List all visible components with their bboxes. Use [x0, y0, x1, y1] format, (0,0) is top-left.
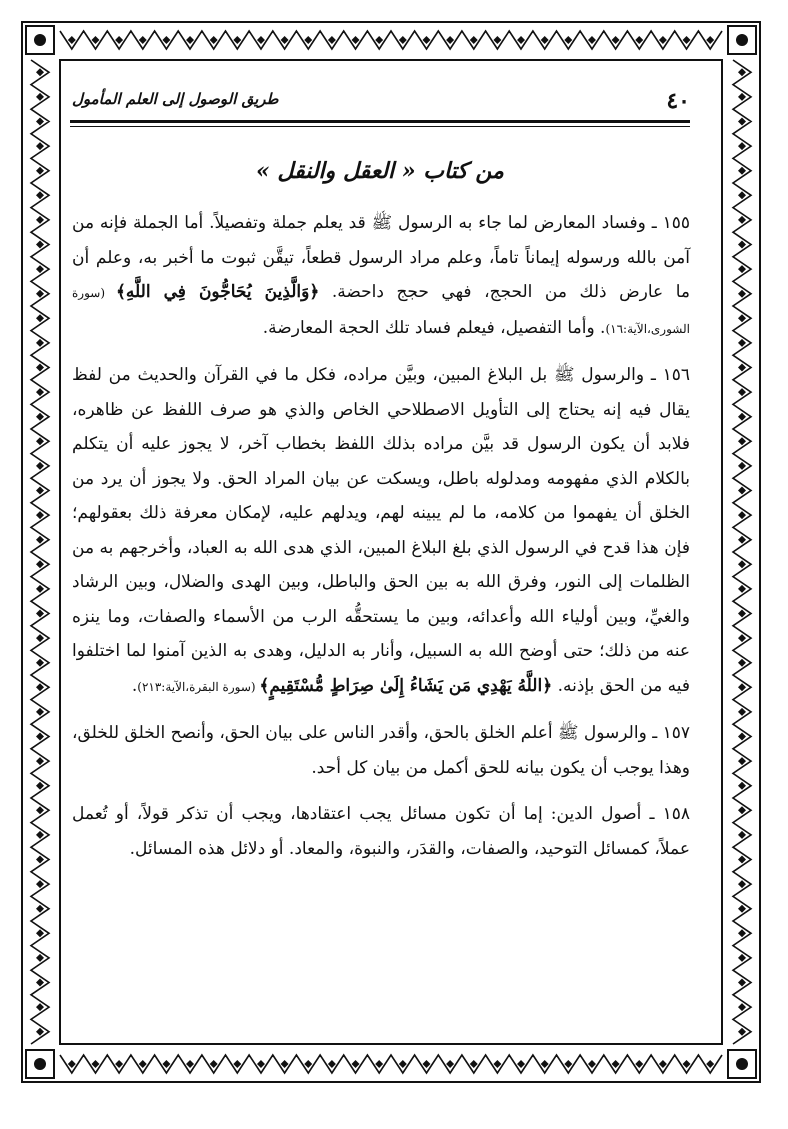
border-diamond	[738, 216, 746, 224]
border-diamond	[738, 1003, 746, 1011]
border-diamond	[375, 36, 383, 44]
border-diamond	[139, 36, 147, 44]
border-diamond	[738, 831, 746, 839]
border-zigzag	[31, 60, 49, 1044]
border-corner-dot	[34, 1058, 46, 1070]
border-diamond	[517, 36, 525, 44]
border-diamond	[352, 1060, 360, 1068]
page-number: ٤٠	[666, 88, 690, 114]
page-header	[72, 86, 690, 116]
border-diamond	[738, 68, 746, 76]
border-corner-dot	[736, 1058, 748, 1070]
border-diamond	[36, 782, 44, 790]
paragraph-text: ١٥٨ ـ أصول الدين: إما أن تكون مسائل يجب اعتقادها، ويجب أن تذكر قولاً، أو تُعمل عملاً، كمسائل التوحيد، والصفات، والقدَر، والنبوة، والمعاد. أو دلائل هذه المسائل.	[72, 804, 690, 859]
border-diamond	[36, 856, 44, 864]
border-diamond	[738, 708, 746, 716]
border-diamond	[36, 93, 44, 101]
border-diamond	[738, 536, 746, 544]
border-diamond	[186, 36, 194, 44]
border-diamond	[304, 36, 312, 44]
border-diamond	[328, 36, 336, 44]
border-diamond	[738, 929, 746, 937]
border-diamond	[738, 880, 746, 888]
border-diamond	[36, 659, 44, 667]
paragraph	[72, 797, 690, 866]
border-diamond	[36, 585, 44, 593]
border-diamond	[738, 462, 746, 470]
border-diamond	[36, 216, 44, 224]
border-diamond	[738, 191, 746, 199]
border-diamond	[738, 142, 746, 150]
border-diamond	[91, 36, 99, 44]
border-diamond	[36, 462, 44, 470]
border-diamond	[36, 437, 44, 445]
section-title: من كتاب « العقل والنقل »	[256, 158, 504, 184]
border-diamond	[139, 1060, 147, 1068]
border-diamond	[738, 683, 746, 691]
border-diamond	[281, 36, 289, 44]
border-diamond	[738, 659, 746, 667]
border-diamond	[738, 757, 746, 765]
border-diamond	[738, 905, 746, 913]
border-diamond	[738, 413, 746, 421]
border-diamond	[659, 36, 667, 44]
border-diamond	[36, 708, 44, 716]
border-diamond	[115, 1060, 123, 1068]
border-diamond	[683, 36, 691, 44]
border-diamond	[210, 36, 218, 44]
border-diamond	[36, 929, 44, 937]
border-diamond	[36, 1028, 44, 1036]
border-diamond	[541, 36, 549, 44]
border-diamond	[564, 36, 572, 44]
paragraph	[72, 716, 690, 785]
border-diamond	[36, 905, 44, 913]
border-diamond	[36, 191, 44, 199]
border-diamond	[233, 1060, 241, 1068]
border-diamond	[738, 560, 746, 568]
border-corner-dot	[34, 34, 46, 46]
border-diamond	[738, 634, 746, 642]
border-diamond	[738, 118, 746, 126]
border-diamond	[446, 36, 454, 44]
border-diamond	[36, 388, 44, 396]
border-diamond	[36, 142, 44, 150]
border-diamond	[210, 1060, 218, 1068]
paragraph-text: ١٥٧ ـ والرسول ﷺ أعلم الخلق بالحق، وأقدر الناس على بيان الحق، وأنصح الخلق للخلق، وهذا يوجب أن يكون بيانه للحق أكمل من بيان كل أحد.	[72, 723, 690, 778]
paragraph-text: .	[131, 675, 138, 696]
border-diamond	[659, 1060, 667, 1068]
border-diamond	[68, 1060, 76, 1068]
border-diamond	[493, 1060, 501, 1068]
border-diamond	[375, 1060, 383, 1068]
border-diamond	[738, 93, 746, 101]
border-diamond	[36, 487, 44, 495]
border-diamond	[36, 265, 44, 273]
border-diamond	[36, 560, 44, 568]
border-diamond	[36, 634, 44, 642]
border-diamond	[706, 36, 714, 44]
border-corner-dot	[736, 34, 748, 46]
border-diamond	[233, 36, 241, 44]
paragraph-text: . وأما التفصيل، فيعلم فساد تلك الحجة المعارضة.	[262, 317, 606, 338]
border-diamond	[36, 831, 44, 839]
border-diamond	[738, 979, 746, 987]
border-diamond	[470, 36, 478, 44]
border-diamond	[588, 36, 596, 44]
border-diamond	[36, 167, 44, 175]
border-diamond	[36, 536, 44, 544]
border-diamond	[36, 339, 44, 347]
border-diamond	[36, 880, 44, 888]
paragraph-text: ١٥٦ ـ والرسول ﷺ بل البلاغ المبين، وبيَّن مراده، فكل ما في القرآن والحديث من لفظ يقال فيه إنه يحتاج إلى التأويل الاصطلاحي الخاص والذي هو صرف اللفظ عن ظاهره، فلابد أن يكون الرسول قد بيَّن مراده بذلك اللفظ بخطاب آخر، لا يجوز عليه أن يتكلم بالكلام الذي مفهومه ومدلوله باطل، ويسكت عن بيان المراد الحق. ولا يجوز أن يرد من الخلق أن يفهموا من كلامه، ما لم يبينه لهم، ويدلهم عليه، لإمكان معرفة ذلك بعقولهم؛ فإن هذا قدح في الرسول الذي بلغ البلاغ المبين، الذي هدى الله به العباد، وأخرجهم به من الظلمات إلى النور، وفرق الله به بين الحق والباطل، وبين الهدى والضلال، وبين الرشاد والغيِّ، وبين أولياء الله وأعدائه، وبين ما يستحقُّه الرب من الأسماء والصفات، وما ينزه عنه من ذلك؛ حتى أوضح الله به السبيل، وأنار به الدليل، وهدى به الذين آمنوا لما اختلفوا فيه من الحق بإذنه.	[72, 365, 690, 696]
border-diamond	[446, 1060, 454, 1068]
border-zigzag	[60, 31, 722, 49]
border-diamond	[738, 290, 746, 298]
border-diamond	[257, 36, 265, 44]
border-diamond	[36, 757, 44, 765]
border-diamond	[162, 1060, 170, 1068]
border-diamond	[738, 364, 746, 372]
border-diamond	[36, 364, 44, 372]
border-diamond	[36, 413, 44, 421]
border-diamond	[186, 1060, 194, 1068]
border-diamond	[635, 36, 643, 44]
paragraph	[72, 358, 690, 704]
border-diamond	[738, 782, 746, 790]
border-diamond	[399, 36, 407, 44]
border-diamond	[612, 36, 620, 44]
border-diamond	[36, 806, 44, 814]
border-diamond	[399, 1060, 407, 1068]
border-diamond	[162, 36, 170, 44]
header-rule-thin	[70, 126, 690, 127]
border-diamond	[706, 1060, 714, 1068]
border-diamond	[738, 585, 746, 593]
paragraph-text: ١٥٥ ـ وفساد المعارض لما جاء به الرسول ﷺ قد يعلم جملة وتفصيلاً. أما الجملة فإنه من آمن بالله ورسوله إيماناً تاماً، وعلم مراد الرسول قطعاً، تيقَّن ثبوت ما أخبر به، وعلم أن ما عارض ذلك من الحجج، فهي حجج داحضة.	[72, 213, 690, 302]
border-diamond	[738, 856, 746, 864]
header-rule	[70, 120, 690, 123]
border-diamond	[36, 954, 44, 962]
border-diamond	[738, 733, 746, 741]
border-diamond	[564, 1060, 572, 1068]
border-diamond	[257, 1060, 265, 1068]
border-diamond	[36, 683, 44, 691]
border-diamond	[738, 806, 746, 814]
border-diamond	[36, 68, 44, 76]
border-diamond	[328, 1060, 336, 1068]
border-diamond	[541, 1060, 549, 1068]
border-diamond	[738, 167, 746, 175]
border-diamond	[36, 241, 44, 249]
border-diamond	[422, 1060, 430, 1068]
border-diamond	[91, 1060, 99, 1068]
paragraph	[72, 206, 690, 346]
border-diamond	[738, 241, 746, 249]
running-title: طريق الوصول إلى العلم المأمول	[72, 90, 279, 108]
border-diamond	[115, 36, 123, 44]
border-diamond	[635, 1060, 643, 1068]
border-diamond	[281, 1060, 289, 1068]
quran-verse: ﴿اللَّهُ يَهْدِي مَن يَشَاءُ إِلَىٰ صِرَاطٍ مُّسْتَقِيمٍ﴾	[259, 675, 553, 696]
border-zigzag	[60, 1055, 722, 1073]
border-diamond	[36, 290, 44, 298]
border-diamond	[738, 437, 746, 445]
border-diamond	[612, 1060, 620, 1068]
border-diamond	[36, 979, 44, 987]
border-diamond	[738, 1028, 746, 1036]
quran-verse: ﴿وَالَّذِينَ يُحَاجُّونَ فِي اللَّهِ﴾	[115, 282, 320, 302]
border-diamond	[36, 511, 44, 519]
border-diamond	[36, 1003, 44, 1011]
verse-reference: (سورة الشورى،الآية:١٦)	[72, 286, 690, 336]
border-diamond	[422, 36, 430, 44]
border-diamond	[738, 265, 746, 273]
verse-reference: (سورة البقرة،الآية:٢١٣)	[137, 679, 260, 694]
border-diamond	[588, 1060, 596, 1068]
border-diamond	[304, 1060, 312, 1068]
border-diamond	[36, 733, 44, 741]
border-diamond	[36, 610, 44, 618]
border-diamond	[738, 954, 746, 962]
border-diamond	[738, 487, 746, 495]
border-diamond	[738, 610, 746, 618]
border-diamond	[738, 388, 746, 396]
border-diamond	[352, 36, 360, 44]
border-zigzag	[733, 60, 751, 1044]
border-diamond	[493, 36, 501, 44]
border-diamond	[36, 118, 44, 126]
border-diamond	[738, 511, 746, 519]
border-diamond	[517, 1060, 525, 1068]
border-diamond	[738, 314, 746, 322]
border-diamond	[683, 1060, 691, 1068]
border-diamond	[738, 339, 746, 347]
border-diamond	[36, 314, 44, 322]
border-diamond	[68, 36, 76, 44]
border-diamond	[470, 1060, 478, 1068]
page-body	[72, 206, 690, 878]
